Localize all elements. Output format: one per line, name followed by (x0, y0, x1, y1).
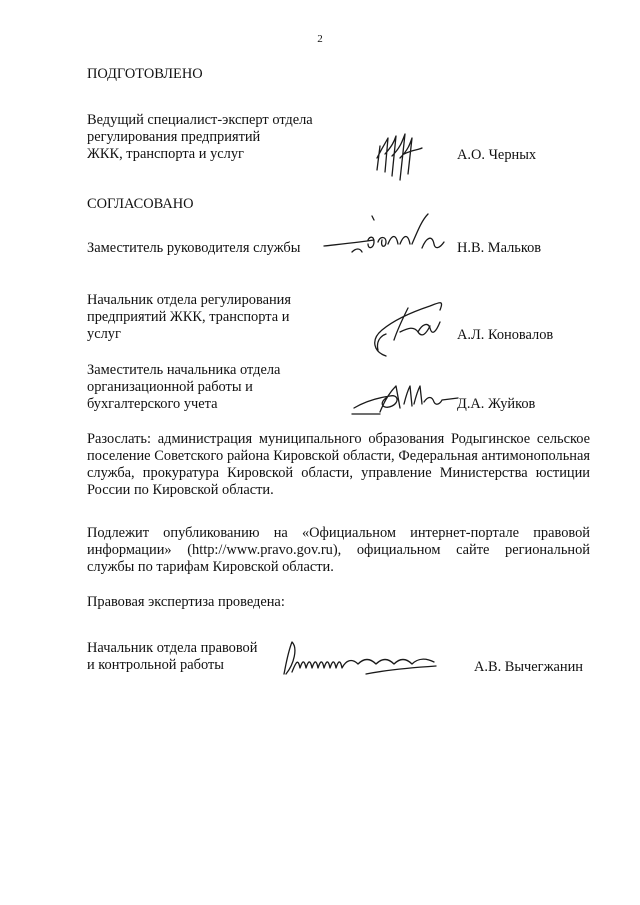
publication-note: Подлежит опубликованию на «Официальном интернет-портале правовой информации» (http://www.pravo.gov.ru), официальном сайте региональной службы по тарифам Кировской области. (87, 525, 590, 575)
page-number: 2 (317, 33, 323, 45)
signature-vychegzhanin (276, 634, 446, 680)
prepared-heading: ПОДГОТОВЛЕНО (87, 66, 203, 82)
signature-malkov (322, 208, 452, 268)
distribution-list: Разослать: администрация муниципального образования Родыгинское сельское поселение Советского района Кировской области, Федеральная антимонопольная служба, прокуратура Кировской области, управление Министерства юстиции России по Кировской области. (87, 431, 590, 498)
signature-konovalov (364, 292, 454, 364)
legal-review-name: А.В. Вычегжанин (474, 659, 584, 675)
agreed-name-zhuikov: Д.А. Жуйков (457, 396, 536, 412)
prepared-position: Ведущий специалист-эксперт отдела регулирования предприятий ЖКК, транспорта и услуг (87, 112, 313, 162)
agreed-name-konovalov: А.Л. Коновалов (457, 327, 554, 343)
agreed-position-malkov: Заместитель руководителя службы (87, 240, 301, 256)
agreed-position-konovalov: Начальник отдела регулирования предприятий ЖКК, транспорта и услуг (87, 292, 292, 342)
legal-review-position: Начальник отдела правовой и контрольной работы (87, 640, 258, 673)
prepared-name: А.О. Черных (457, 147, 537, 163)
signature-zhuikov (350, 374, 470, 420)
agreed-position-zhuikov: Заместитель начальника отдела организационной работы и бухгалтерского учета (87, 362, 281, 412)
agreed-heading: СОГЛАСОВАНО (87, 196, 194, 212)
signature-chernykh (372, 128, 442, 188)
legal-review-statement: Правовая экспертиза проведена: (87, 594, 285, 610)
agreed-name-malkov: Н.В. Мальков (457, 240, 542, 256)
